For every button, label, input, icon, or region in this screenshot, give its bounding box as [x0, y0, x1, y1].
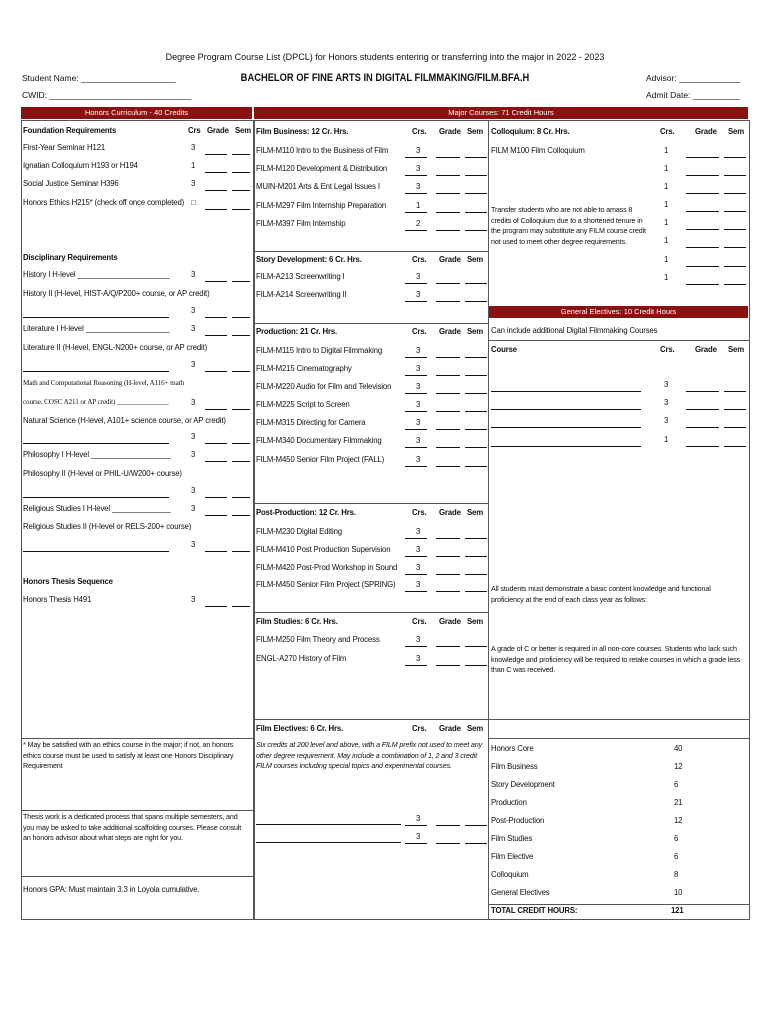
summary-label: Film Elective [491, 852, 534, 861]
course-honors-ethics: Honors Ethics H215* (check off once completed) [23, 198, 185, 207]
blank-line[interactable] [436, 420, 460, 430]
credits: 3 [191, 360, 196, 369]
history-2: History II (H-level, HIST-A/Q/P200+ course, or AP credit) [23, 289, 210, 298]
blank-line[interactable] [465, 366, 487, 376]
production-heading: Production: 21 Cr. Hrs. [256, 327, 338, 336]
course-first-year-seminar: First-Year Seminar H121 [23, 143, 106, 152]
blank-line[interactable] [405, 203, 427, 213]
course-film-m225: FILM-M225 Script to Screen [256, 400, 350, 409]
blank-line[interactable] [436, 834, 460, 844]
sem-col-header: Sem [467, 127, 484, 136]
disciplinary-heading: Disciplinary Requirements [23, 253, 118, 262]
blank-line[interactable] [436, 656, 460, 666]
credits: 1 [416, 201, 421, 210]
credits: 3 [416, 635, 421, 644]
blank-line[interactable] [405, 834, 427, 844]
credits: 3 [191, 143, 196, 152]
credits: 3 [416, 654, 421, 663]
credits: 3 [416, 580, 421, 589]
blank-line[interactable] [405, 184, 427, 194]
major-courses-bar: Major Courses: 71 Credit Hours [254, 107, 748, 119]
natural-science: Natural Science (H-level, A101+ science course, or AP credit) [23, 416, 226, 425]
summary-value: 10 [674, 888, 683, 897]
elective-credit: 3 [664, 398, 669, 407]
total-value: 121 [671, 906, 684, 915]
proficiency-note: All students must demonstrate a basic content knowledge and functional proficiency at the end of each class year as follows: [491, 584, 711, 604]
blank-line[interactable] [465, 565, 487, 575]
story-heading: Story Development: 6 Cr. Hrs. [256, 255, 362, 264]
blank-line[interactable] [405, 582, 427, 592]
grade-col-header: Grade [695, 127, 717, 136]
sem-col-header: Sem [728, 345, 745, 354]
credits: 3 [416, 164, 421, 173]
blank-line[interactable] [405, 457, 427, 467]
credits: 3 [416, 146, 421, 155]
blank-line[interactable] [436, 274, 460, 284]
course-film-m297: FILM-M297 Film Internship Preparation [256, 201, 387, 210]
blank-line[interactable] [405, 438, 427, 448]
page-title: BACHELOR OF FINE ARTS IN DIGITAL FILMMAKING/FILM.BFA.H [240, 72, 530, 84]
blank-line[interactable] [436, 565, 460, 575]
credits: 3 [191, 486, 196, 495]
course-social-justice: Social Justice Seminar H396 [23, 179, 119, 188]
blank-line[interactable] [686, 202, 719, 212]
film-business-heading: Film Business: 12 Cr. Hrs. [256, 127, 349, 136]
foundation-heading: Foundation Requirements [23, 126, 117, 135]
colloquium-credit: 1 [664, 146, 669, 155]
post-production-heading: Post-Production: 12 Cr. Hrs. [256, 508, 356, 517]
blank-line[interactable] [436, 438, 460, 448]
blank-line[interactable] [724, 275, 746, 285]
summary-label: General Electives [491, 888, 550, 897]
thesis-note: Thesis work is a dedicated process that spans multiple semesters, and you may be asked to take additional scaffolding courses. Please consult an honors advisor about what steps are right for you. [23, 812, 242, 842]
blank-line[interactable] [724, 166, 746, 176]
literature-2: Literature II (H-level, ENGL-N200+ course, or AP credit) [23, 343, 208, 352]
crs-col-header: Crs. [412, 255, 427, 264]
course-film-a213: FILM-A213 Screenwriting I [256, 272, 345, 281]
grade-col-header: Grade [439, 508, 461, 517]
blank-line[interactable] [405, 565, 427, 575]
page-subtitle: Degree Program Course List (DPCL) for Honors students entering or transferring into the major in 2022 - 2023 [165, 52, 605, 62]
credits: 3 [416, 832, 421, 841]
ethics-note: * May be satisfied with an ethics course in the major; if not, an honors ethics course must be used to satisfy at least one Honors Disciplinary Requirement [23, 740, 234, 770]
total-label: TOTAL CREDIT HOURS: [491, 906, 578, 915]
summary-label: Story Development [491, 780, 555, 789]
religious-2: Religious Studies II (H-level or RELS-200+ course) [23, 522, 192, 531]
blank-line[interactable] [436, 221, 460, 231]
summary-value: 6 [674, 852, 679, 861]
course-film-m100: FILM M100 Film Colloquium [491, 146, 585, 155]
thesis-heading: Honors Thesis Sequence [23, 577, 113, 586]
philosophy-1: Philosophy I H-level ___________________ [23, 450, 171, 459]
sem-col-header: Sem [728, 127, 745, 136]
credits: 3 [191, 398, 196, 407]
crs-col-header: Crs. [660, 127, 675, 136]
blank-line[interactable] [465, 348, 487, 358]
credits: 3 [416, 382, 421, 391]
course-film-m450-fall: FILM-M450 Senior Film Project (FALL) [256, 455, 385, 464]
crs-col-header: Crs. [412, 508, 427, 517]
blank-line[interactable] [436, 547, 460, 557]
blank-line[interactable] [686, 184, 719, 194]
crs-col-header: Crs. [412, 617, 427, 626]
course-ignatian-colloquium: Ignatian Colloquium H193 or H194 [23, 161, 138, 170]
blank-line[interactable] [686, 148, 719, 158]
blank-line[interactable] [686, 418, 719, 428]
blank-line[interactable] [465, 582, 487, 592]
colloquium-credit: 1 [664, 164, 669, 173]
blank-line[interactable] [724, 418, 746, 428]
blank-line[interactable] [491, 418, 641, 428]
course-film-m315: FILM-M315 Directing for Camera [256, 418, 366, 427]
blank-line[interactable] [724, 382, 746, 392]
course-film-m420: FILM-M420 Post-Prod Workshop in Sound [256, 563, 398, 572]
blank-line[interactable] [405, 529, 427, 539]
summary-label: Honors Core [491, 744, 534, 753]
course-film-m397: FILM-M397 Film Internship [256, 219, 346, 228]
colloquium-credit: 1 [664, 236, 669, 245]
grade-col-header: Grade [439, 255, 461, 264]
blank-line[interactable] [465, 166, 487, 176]
blank-line[interactable] [405, 420, 427, 430]
credits: 3 [191, 595, 196, 604]
blank-line[interactable] [724, 184, 746, 194]
summary-label: Colloquium [491, 870, 529, 879]
blank-line[interactable] [724, 202, 746, 212]
blank-line[interactable] [465, 221, 487, 231]
blank-line[interactable] [686, 257, 719, 267]
blank-line[interactable] [405, 384, 427, 394]
math-1: Math and Computational Reasoning (H-level, A116+ math [23, 379, 184, 387]
course-muin-m201: MUIN-M201 Arts & Ent Legal Issues I [256, 182, 380, 191]
credits: 3 [416, 545, 421, 554]
blank-line[interactable] [465, 184, 487, 194]
credits: 3 [191, 432, 196, 441]
credits: 2 [416, 219, 421, 228]
blank-line[interactable] [436, 816, 460, 826]
crs-col-header: Crs. [412, 327, 427, 336]
credits: 3 [416, 290, 421, 299]
colloquium-credit: 1 [664, 182, 669, 191]
summary-value: 12 [674, 762, 683, 771]
grade-col-header: Grade [207, 126, 229, 135]
grade-col-header: Grade [439, 327, 461, 336]
sem-col-header: Sem [235, 126, 252, 135]
gpa-note: Honors GPA: Must maintain 3.3 in Loyola cumulative. [23, 885, 200, 894]
blank-line[interactable] [436, 203, 460, 213]
blank-line[interactable] [491, 437, 641, 447]
credits: 3 [416, 400, 421, 409]
thesis-course: Honors Thesis H491 [23, 595, 92, 604]
history-1: History I H-level ______________________ [23, 270, 170, 279]
blank-line[interactable] [465, 457, 487, 467]
grade-col-header: Grade [439, 724, 461, 733]
grade-col-header: Grade [695, 345, 717, 354]
blank-line[interactable] [405, 402, 427, 412]
summary-value: 21 [674, 798, 683, 807]
course-film-m110: FILM-M110 Intro to the Business of Film [256, 146, 389, 155]
blank-line[interactable] [465, 816, 487, 826]
colloquium-note: Transfer students who are not able to amass 8 credits of Colloquium due to a shortened tenure in the program may substitute any FILM course credit not used to meet other degree requirements. [491, 205, 646, 246]
credits: 3 [416, 364, 421, 373]
colloquium-heading: Colloquium: 8 Cr. Hrs. [491, 127, 570, 136]
credits: 3 [191, 324, 196, 333]
general-electives-bar: General Electives: 10 Credit Hours [489, 306, 748, 318]
blank-line[interactable] [436, 148, 460, 158]
blank-line[interactable] [686, 437, 719, 447]
student-name-field[interactable]: Student Name: ____________________ [22, 73, 176, 83]
blank-line[interactable] [436, 402, 460, 412]
philosophy-2: Philosophy II (H-level or PHIL-U/W200+ course) [23, 469, 182, 478]
blank-line[interactable] [465, 148, 487, 158]
course-col-header: Course [491, 345, 517, 354]
summary-value: 6 [674, 780, 679, 789]
course-film-m120: FILM-M120 Development & Distribution [256, 164, 388, 173]
grade-c-note: A grade of C or better is required in all non-core courses. Students who lack such knowledge and proficiency will be required to retake courses in which a grade less than C was received. [491, 644, 740, 674]
blank-line[interactable] [405, 547, 427, 557]
blank-line[interactable] [436, 292, 460, 302]
blank-line[interactable] [686, 382, 719, 392]
blank-line[interactable] [405, 274, 427, 284]
crs-col-header: Crs. [412, 127, 427, 136]
blank-line[interactable] [436, 348, 460, 358]
summary-label: Film Studies [491, 834, 533, 843]
summary-label: Film Business [491, 762, 538, 771]
blank-line[interactable] [436, 529, 460, 539]
blank-line[interactable] [465, 637, 487, 647]
credits: 3 [416, 436, 421, 445]
blank-line[interactable] [405, 292, 427, 302]
credits: 3 [191, 540, 196, 549]
course-film-m250: FILM-M250 Film Theory and Process [256, 635, 380, 644]
blank-line[interactable] [724, 220, 746, 230]
crs-col-header: Crs. [660, 345, 675, 354]
credits: 3 [191, 450, 196, 459]
blank-line[interactable] [436, 184, 460, 194]
summary-value: 12 [674, 816, 683, 825]
blank-line[interactable] [686, 166, 719, 176]
blank-line[interactable] [405, 148, 427, 158]
credits: 1 [191, 161, 196, 170]
blank-line[interactable] [436, 457, 460, 467]
blank-line[interactable] [436, 384, 460, 394]
course-engl-a270: ENGL-A270 History of Film [256, 654, 347, 663]
credits: 3 [416, 418, 421, 427]
blank-line[interactable] [686, 238, 719, 248]
blank-line[interactable] [724, 148, 746, 158]
grade-col-header: Grade [439, 127, 461, 136]
credits: 3 [416, 814, 421, 823]
crs-col-header: Crs. [412, 724, 427, 733]
credits: 3 [416, 527, 421, 536]
blank-line[interactable] [686, 220, 719, 230]
math-2: course, COSC A211 or AP credit) _______________ [23, 398, 169, 406]
blank-line[interactable] [465, 834, 487, 844]
course-film-m340: FILM-M340 Documentary Filmmaking [256, 436, 382, 445]
film-electives-note: Six credits at 200 level and above, with a FILM prefix not used to meet any other degree requirement. May include a combination of 1, 2 and 3 credit FILM courses including special topics and experimental courses. [256, 740, 483, 770]
credits: 3 [416, 563, 421, 572]
sem-col-header: Sem [467, 327, 484, 336]
summary-label: Post-Production [491, 816, 545, 825]
blank-line[interactable] [465, 402, 487, 412]
blank-line[interactable] [436, 582, 460, 592]
blank-line[interactable] [465, 420, 487, 430]
sem-col-header: Sem [467, 255, 484, 264]
summary-value: 6 [674, 834, 679, 843]
blank-line[interactable] [405, 221, 427, 231]
course-film-m115: FILM-M115 Intro to Digital Filmmaking [256, 346, 383, 355]
crs-col-header: Crs [188, 126, 201, 135]
film-electives-heading: Film Electives: 6 Cr. Hrs. [256, 724, 344, 733]
credits: 3 [191, 179, 196, 188]
credits: 3 [416, 455, 421, 464]
colloquium-credit: 1 [664, 218, 669, 227]
blank-line[interactable] [465, 384, 487, 394]
sem-col-header: Sem [467, 508, 484, 517]
elective-credit: 1 [664, 435, 669, 444]
course-film-m230: FILM-M230 Digital Editing [256, 527, 342, 536]
course-film-a214: FILM-A214 Screenwriting II [256, 290, 347, 299]
credits: 3 [191, 270, 196, 279]
electives-note: Can include additional Digital Filmmaking Courses [491, 326, 658, 335]
honors-curriculum-bar: Honors Curriculum - 40 Credits [21, 107, 252, 119]
blank-line[interactable] [405, 366, 427, 376]
blank-line[interactable] [686, 400, 719, 410]
ethics-checkbox[interactable]: □ [191, 198, 196, 207]
blank-line[interactable] [724, 400, 746, 410]
credits: 3 [191, 306, 196, 315]
blank-line[interactable] [465, 292, 487, 302]
blank-line[interactable] [405, 816, 427, 826]
advisor-field[interactable]: Advisor: _____________ [646, 73, 741, 83]
cwid-field[interactable]: CWID: ______________________________ [22, 90, 192, 100]
blank-line[interactable] [405, 348, 427, 358]
colloquium-credit: 1 [664, 255, 669, 264]
blank-line[interactable] [465, 547, 487, 557]
blank-line[interactable] [724, 257, 746, 267]
blank-line[interactable] [724, 238, 746, 248]
blank-line[interactable] [465, 529, 487, 539]
blank-line[interactable] [436, 366, 460, 376]
summary-value: 8 [674, 870, 679, 879]
course-film-m450-spring: FILM-M450 Senior Film Project (SPRING) [256, 580, 396, 589]
blank-line[interactable] [405, 637, 427, 647]
blank-line[interactable] [465, 274, 487, 284]
elective-credit: 3 [664, 380, 669, 389]
credits: 3 [416, 182, 421, 191]
blank-line[interactable] [405, 166, 427, 176]
credits: 3 [416, 272, 421, 281]
admit-date-field[interactable]: Admit Date: __________ [646, 90, 741, 100]
colloquium-credit: 1 [664, 200, 669, 209]
film-studies-heading: Film Studies: 6 Cr. Hrs. [256, 617, 338, 626]
summary-value: 40 [674, 744, 683, 753]
blank-line[interactable] [436, 637, 460, 647]
sem-col-header: Sem [467, 724, 484, 733]
grade-col-header: Grade [439, 617, 461, 626]
blank-line[interactable] [686, 275, 719, 285]
blank-line[interactable] [465, 203, 487, 213]
honors-frame [21, 120, 254, 920]
blank-line[interactable] [405, 656, 427, 666]
elective-credit: 3 [664, 416, 669, 425]
course-film-m215: FILM-M215 Cinematography [256, 364, 352, 373]
summary-label: Production [491, 798, 527, 807]
blank-line[interactable] [491, 400, 641, 410]
sem-col-header: Sem [467, 617, 484, 626]
blank-line[interactable] [491, 382, 641, 392]
credits: 3 [416, 346, 421, 355]
blank-line[interactable] [436, 166, 460, 176]
credits: 3 [191, 504, 196, 513]
blank-line[interactable] [724, 437, 746, 447]
religious-1: Religious Studies I H-level ______________ [23, 504, 171, 513]
literature-1: Literature I H-level ____________________ [23, 324, 170, 333]
blank-line[interactable] [465, 656, 487, 666]
blank-line[interactable] [465, 438, 487, 448]
course-film-m220: FILM-M220 Audio for Film and Television [256, 382, 392, 391]
course-film-m410: FILM-M410 Post Production Supervision [256, 545, 391, 554]
colloquium-credit: 1 [664, 273, 669, 282]
